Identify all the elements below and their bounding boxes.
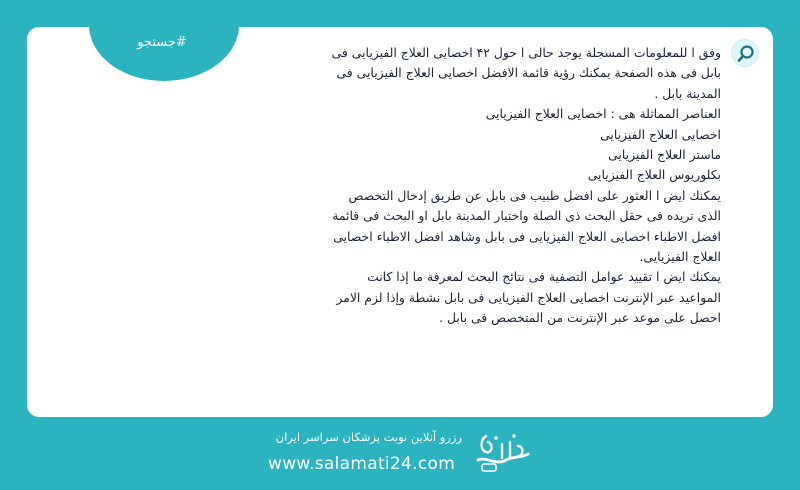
intro-paragraph: وفق ا للمعلومات المسجلة یوجد حالی ا حول ۴۲ اخصایی العلاج الفیزیایی فی بابل فی هذه الصفحة یمكنك رؤیة قائمة الافضل اخصایی العلاج الفیزیایی فی المدینة بابل . [331, 45, 721, 101]
content-card [27, 27, 773, 417]
site-url[interactable]: www.salamati24.com [268, 454, 456, 474]
article-body [331, 43, 721, 329]
related-item[interactable]: اخصایی العلاج الفیزیایی [600, 126, 721, 142]
search-paragraph: یمكنك ایض ا العثور علی افضل طبیب فی بابل عن طریق إدخال التخصص الذی تریده فی حقل البحث ذی الصلة واختیار المدینة بابل او البحث فی قائمة افضل الاطباء اخصایی العلاج الفیزیایی فی بابل وشاهد افضل الاطباء اخصایی العلاج الفیزیایی. [332, 187, 721, 265]
related-item[interactable]: ماستر العلاج الفیزیایی [608, 147, 721, 163]
search-button[interactable] [731, 39, 759, 67]
related-item[interactable]: بكلوریوس العلاج الفیزیایی [587, 167, 721, 183]
related-heading: العناصر المماثلة هی : اخصایی العلاج الفیزیایی [485, 106, 721, 122]
salamati-logo-icon[interactable] [472, 426, 532, 476]
footer-tagline: رزرو آنلاین نوبت پزشکان سراسر ایران [275, 430, 462, 444]
hashtag-label[interactable]: #جستجو [137, 35, 187, 50]
footer [250, 424, 550, 484]
search-icon [736, 44, 756, 64]
filter-paragraph: یمكنك ایض ا تقیید عوامل التصفیة فی نتائج البحث لمعرفة ما إذا كانت المواعید عبر الإنترنت اخصایی العلاج الفیزیایی فی بابل نشطة وإذا لزم الامر احصل علی موعد عبر الإنترنت من المتخصص فی بابل . [336, 269, 721, 326]
